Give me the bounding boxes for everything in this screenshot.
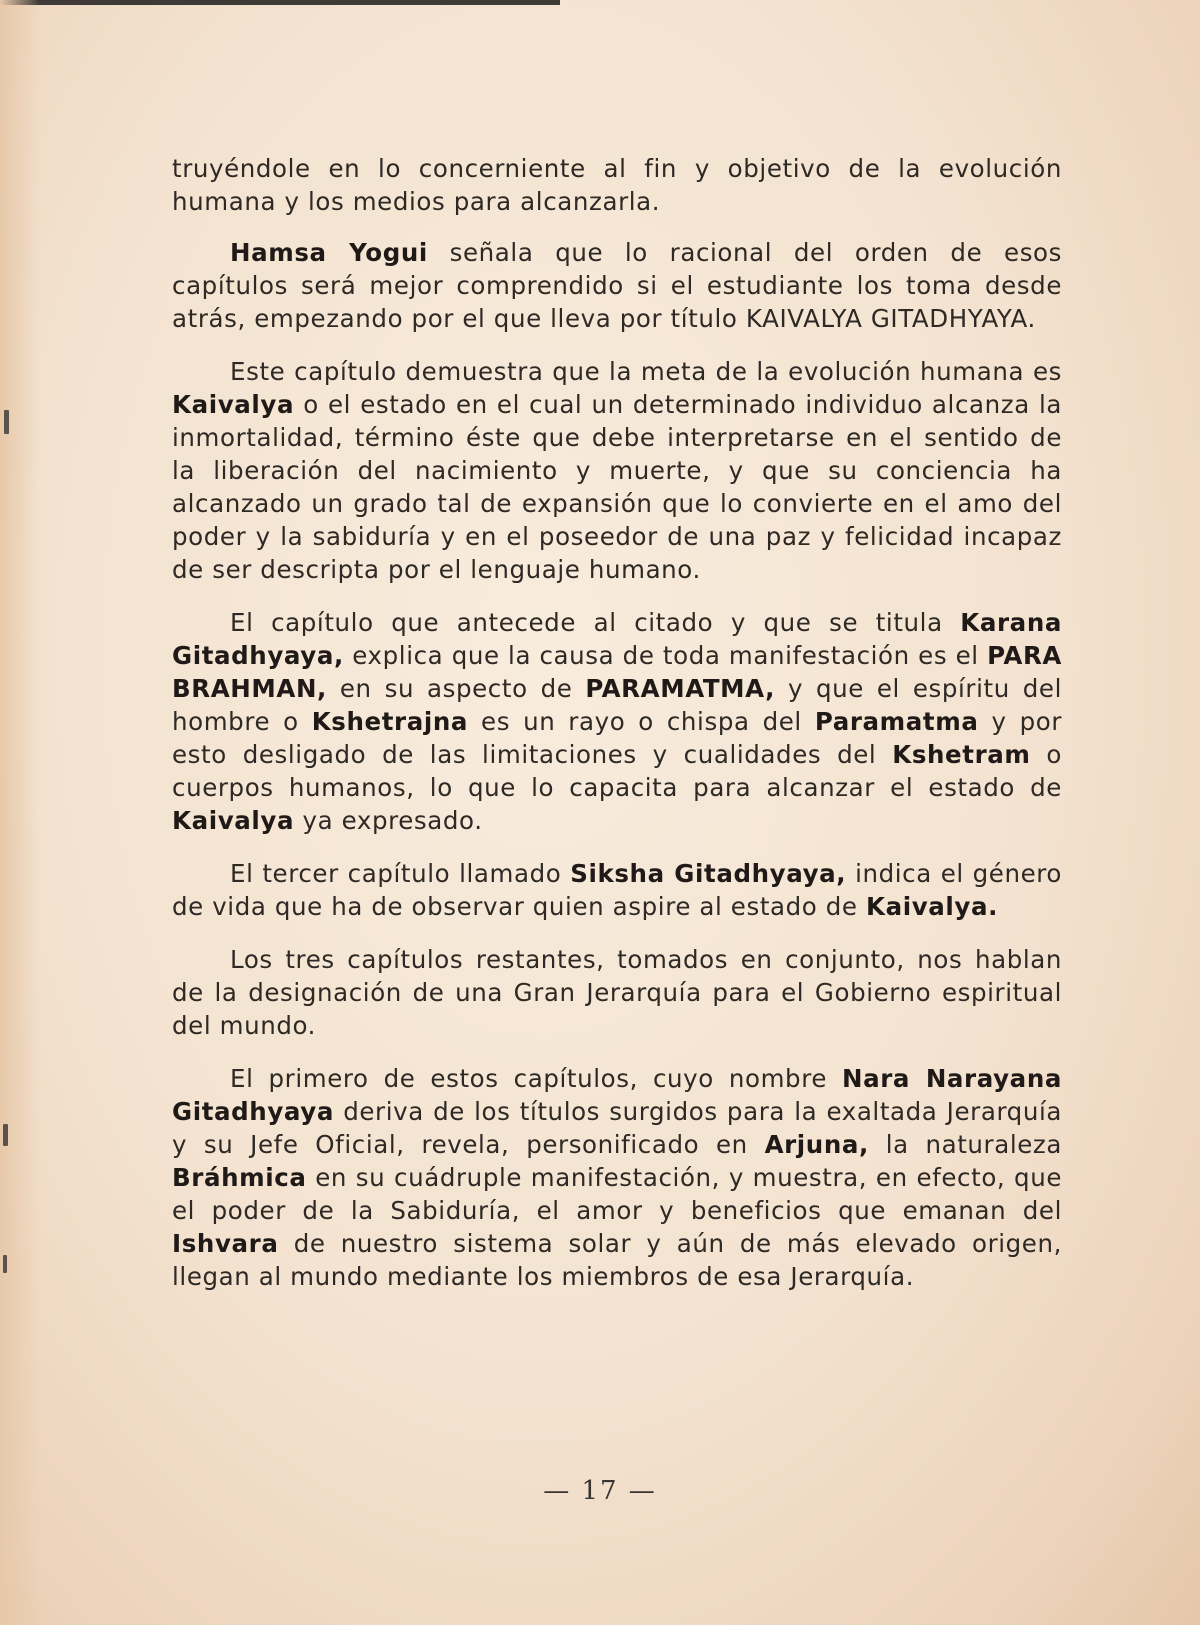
bold-term: Kaivalya <box>172 806 295 835</box>
scan-left-shadow <box>0 0 40 1625</box>
text-run: o el estado en el cual un determinado individuo alcanza la inmortalidad, término éste que debe interpretarse en el sentido de la liberación del nacimiento y muerte, y que su conciencia ha alcanzado un grado tal de expansión que lo convierte en el amo del poder y la sabiduría y en el poseedor de una paz y felicidad incapaz de ser descripta por el lenguaje humano. <box>172 390 1062 584</box>
binding-mark <box>3 1124 8 1146</box>
bold-term: Arjuna, <box>764 1130 869 1159</box>
text-run: truyéndole en lo concerniente al fin y objetivo de la evolución humana y los medios para alcanzarla. <box>172 154 1062 216</box>
text-run: indica el género de vida que ha de observar quien aspire al estado de <box>172 859 1063 921</box>
binding-mark <box>4 410 9 434</box>
text-run: en su cuádruple manifestación, y muestra, en efecto, que el poder de la Sabiduría, el amor y beneficios que emanan del <box>172 1163 1062 1225</box>
bold-term: Hamsa Yogui <box>230 238 428 267</box>
paragraph <box>172 943 1062 1042</box>
bold-term: Nara Narayana Gitadhyaya <box>172 1064 1062 1126</box>
text-run: deriva de los títulos surgidos para la exaltada Jerarquía y su Jefe Oficial, revela, personificado en <box>172 1097 1062 1159</box>
paragraph <box>172 236 1062 335</box>
text-run: El primero de estos capítulos, cuyo nombre <box>230 1064 843 1093</box>
text-run: es un rayo o chispa del <box>468 707 815 736</box>
text-run: Este capítulo demuestra que la meta de la evolución humana es <box>230 357 1062 386</box>
page-number: — 17 — <box>543 1476 657 1506</box>
text-run: El capítulo que antecede al citado y que se titula <box>230 608 961 637</box>
bold-term: Kaivalya <box>172 390 295 419</box>
text-run: El tercer capítulo llamado <box>230 859 571 888</box>
bold-term: Bráhmica <box>172 1163 307 1192</box>
bold-term: Karana Gitadhyaya, <box>172 608 1062 670</box>
bold-term: PARA BRAHMAN, <box>172 641 1062 703</box>
text-run: y que el espíritu del hombre o <box>172 674 1062 736</box>
text-run: o cuerpos humanos, lo que lo capacita para alcanzar el estado de <box>172 740 1062 802</box>
text-run: Los tres capítulos restantes, tomados en conjunto, nos hablan de la designación de una Gran Jerarquía para el Gobierno espiritual del mundo. <box>172 945 1062 1040</box>
text-run: ya expresado. <box>294 806 483 835</box>
bold-term: Kaivalya. <box>866 892 999 921</box>
bold-term: Ishvara <box>172 1229 279 1258</box>
text-run: explica que la causa de toda manifestación es el <box>343 641 988 670</box>
text-run: y por esto desligado de las limitaciones y cualidades del <box>172 707 1062 769</box>
bold-term: Kshetram <box>892 740 1031 769</box>
text-run: la naturaleza <box>868 1130 1062 1159</box>
binding-mark <box>3 1255 7 1273</box>
paragraph <box>172 606 1062 837</box>
bold-term: Paramatma <box>814 707 979 736</box>
paragraph <box>172 857 1062 923</box>
text-run: señala que lo racional del orden de esos capítulos será mejor comprendido si el estudiante los toma desde atrás, empezando por el que lleva por título KAIVALYA GITADHYAYA. <box>172 238 1063 333</box>
bold-term: PARAMATMA, <box>585 674 776 703</box>
text-run: de nuestro sistema solar y aún de más elevado origen, llegan al mundo mediante los miembros de esa Jerarquía. <box>172 1229 1062 1291</box>
text-run: en su aspecto de <box>326 674 586 703</box>
bold-term: Kshetrajna <box>311 707 469 736</box>
page-text <box>172 152 1062 1313</box>
scan-top-edge <box>0 0 560 5</box>
paragraph <box>172 355 1062 586</box>
bold-term: Siksha Gitadhyaya, <box>570 859 847 888</box>
paragraph <box>172 152 1062 218</box>
paragraph <box>172 1062 1062 1293</box>
